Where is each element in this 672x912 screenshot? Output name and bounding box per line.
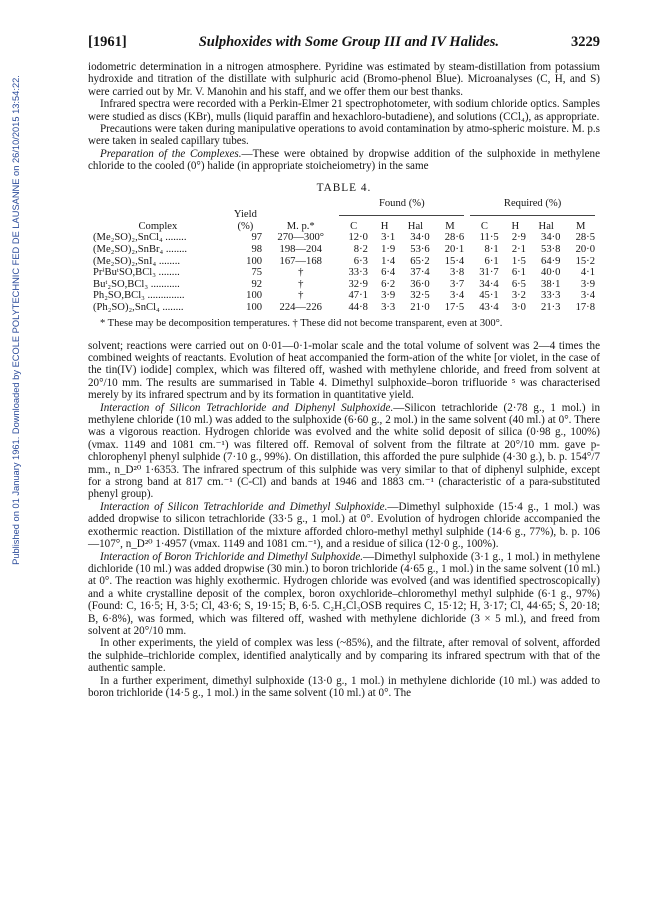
table-cell-rM: 3·4 <box>580 290 595 302</box>
header-year: [1961] <box>88 34 127 50</box>
table-cell-complex: (Ph₂SO)₂,SnCl₄ ........ <box>93 302 184 313</box>
col-header: Hal <box>407 220 424 232</box>
table-row <box>90 279 598 291</box>
table-cell-fHal: 37·4 <box>410 267 430 279</box>
table-cell-mp: 198—204 <box>279 244 322 256</box>
table-row <box>90 244 598 256</box>
table-cell-fC: 8·2 <box>353 244 368 256</box>
table-cell-fHal: 32·5 <box>410 290 430 302</box>
found-header: Found (%) <box>378 197 425 209</box>
table-cell-mp: † <box>298 267 304 279</box>
paragraph <box>88 402 600 501</box>
table-cell-fM: 3·7 <box>450 278 465 290</box>
table-cell-rC: 31·7 <box>479 267 499 279</box>
paragraph-heading: Interaction of Boron Trichloride and Dimethyl Sulphoxide. <box>100 550 364 563</box>
table-cell-complex: Buᵗ₂SO,BCl₃ ........... <box>93 278 180 290</box>
preparation-text: —These were obtained by dropwise addition of the sulphoxide in methylene chloride to the cooled (0°) halide (in appropriate stoicheiometry) in the same <box>88 147 600 173</box>
complexes-table <box>90 198 598 314</box>
table-body <box>90 232 598 313</box>
table-row <box>90 290 598 302</box>
table-cell-fC: 33·3 <box>348 267 368 279</box>
col-header: C <box>480 220 488 232</box>
table-cell-mp: † <box>298 290 304 302</box>
table-cell-rHal: 40·0 <box>541 267 561 279</box>
table-cell-complex: (Me₂SO)₂,SnCl₄ ........ <box>93 232 187 244</box>
table-cell-fHal: 21·0 <box>410 302 430 313</box>
preparation-heading: Preparation of the Complexes. <box>100 147 242 160</box>
table-cell-fHal: 36·0 <box>410 278 430 290</box>
table-cell-fHal: 65·2 <box>410 255 430 267</box>
table-cell-fH: 3·3 <box>381 302 396 313</box>
table-cell-yield: 98 <box>251 244 263 256</box>
col-header: M <box>576 220 586 232</box>
paragraph-text: —Silicon tetrachloride (2·78 g., 1 mol.) in methylene chloride (10 ml.) was added to the sulphoxide (6·60 g., 2 mol.) in the same solvent (40 ml.) at 0°. There was a vigorous reaction. Hydrogen chloride was evolved and the white solid deposit of silica (0·98 g., 100%) (νmax. 1149 and 1081 cm.⁻¹) was filtered off. Removal of solvent from the filtrate at 20°/10 mm. gave p-chlorophenyl phenyl sulphide (7·10 g., 99%). On distillation, this afforded the pure sulphide (4·30 g.), b. p. 154°/7 mm., n_D²⁰ 1·6353. The infrared spectrum of this sulphide was very similar to that of diphenyl sulphide, except for a strong band at 817 cm.⁻¹ (C-Cl) and bands at 1946 and 1883 cm.⁻¹ (characteristic of a para-substituted phenyl group). <box>88 401 600 501</box>
table-cell-rC: 11·5 <box>479 232 499 244</box>
table-cell-fH: 1·9 <box>381 244 396 256</box>
paragraph-heading: Interaction of Silicon Tetrachloride and Diphenyl Sulphoxide. <box>100 401 394 414</box>
col-header: H <box>380 220 389 232</box>
table-cell-mp: † <box>298 278 304 290</box>
paragraph-preparation <box>88 148 600 173</box>
col-header: (%) <box>237 220 254 232</box>
table-cell-rH: 2·9 <box>511 232 526 244</box>
table-cell-fH: 6·2 <box>381 278 396 290</box>
table-cell-rC: 43·4 <box>479 302 499 313</box>
table-cell-fC: 12·0 <box>348 232 368 244</box>
table-footnote: * These may be decomposition temperatures. † These did not become transparent, even at 300°. <box>100 317 503 329</box>
table-cell-rC: 34·4 <box>479 278 499 290</box>
table-cell-fM: 17·5 <box>444 302 465 313</box>
table-cell-mp: 167—168 <box>279 255 322 267</box>
table-cell-mp: 270—300° <box>277 232 325 244</box>
table-cell-rC: 6·1 <box>484 255 499 267</box>
table-cell-fC: 47·1 <box>348 290 368 302</box>
table-cell-fM: 3·8 <box>450 267 465 279</box>
table-cell-rHal: 53·8 <box>541 244 561 256</box>
table-cell-yield: 92 <box>251 278 263 290</box>
paragraph-text: —Dimethyl sulphoxide (3·1 g., 1 mol.) in methylene dichloride (10 ml.) was added dropwise (30 min.) to boron trichloride (4·65 g., 1 mol.) in the same solvent (10 ml.) at 0°. The reaction was highly exothermic. Hydrogen chloride was evolved (and was identified spectroscopically) and a white crystalline deposit of the complex, boron oxychloride–chloromethyl methyl sulphide (6·1 g., 97%) (Found: C, 16·5; H, 3·5; Cl, 43·6; S, 19·15; B, 6·5. C₂H₅Cl₃OSB requires C, 15·12; H, 3·17; Cl, 44·65; S, 20·18; B, 6·8%), was formed, which was filtered off, washed with methylene dichloride (3 × 5 ml.), and freed from solvent at 20°/10 mm. <box>88 550 600 637</box>
table-cell-fM: 15·4 <box>444 255 465 267</box>
table-cell-yield: 75 <box>251 267 263 279</box>
table-cell-rH: 3·2 <box>511 290 526 302</box>
table-cell-fHal: 34·0 <box>410 232 430 244</box>
paragraph-text: solvent; reactions were carried out on 0·01—0·1-molar scale and the total volume of solvent was 2—4 times the combined weights of reactants. Evolution of heat accompanied the form-ation of the white [or violet, in the case of the tin(IV) iodide] complex, which was filtered off, washed with methylene chloride, and freed from solvent at 20°/10 mm. The results are summarised in Table 4. Dimethyl sulphoxide–boron trifluoride ⁵ was characterised merely by its infrared spectrum and by its formation in quantitative yield. <box>88 339 600 402</box>
table-cell-fH: 3·9 <box>381 290 396 302</box>
table-cell-complex: Ph₂SO,BCl₃ .............. <box>93 290 185 302</box>
table-cell-fM: 20·1 <box>444 244 465 256</box>
table-cell-rH: 6·5 <box>511 278 526 290</box>
table-cell-rHal: 33·3 <box>541 290 561 302</box>
table-cell-rM: 4·1 <box>580 267 595 279</box>
paragraph-infrared: Infrared spectra were recorded with a Perkin-Elmer 21 spectrophotometer, with sodium chloride optics. Samples were studied as discs (KBr), mulls (liquid paraffin and hexachloro-butadiene), and solutions (CCl₄), as appropriate. <box>88 98 600 123</box>
table-cell-rH: 3·0 <box>511 302 526 313</box>
paragraph <box>88 340 600 402</box>
paragraph <box>88 637 600 674</box>
table-cell-fC: 32·9 <box>348 278 368 290</box>
journal-page <box>88 34 600 699</box>
table-cell-rC: 45·1 <box>479 290 499 302</box>
table-row <box>90 232 598 244</box>
table-cell-rH: 6·1 <box>511 267 526 279</box>
col-header: Hal <box>538 220 554 232</box>
paragraph-text: In other experiments, the yield of complex was less (~85%), and the filtrate, after removal of solvent, afforded the sulphide–trichloride complex, identified analytically and by comparing its infrared spectrum with that of the authentic sample. <box>88 637 600 675</box>
table-cell-fH: 1·4 <box>381 255 396 267</box>
table-cell-fHal: 53·6 <box>410 244 430 256</box>
download-watermark <box>6 20 26 620</box>
table-cell-rH: 1·5 <box>511 255 526 267</box>
col-header: M <box>445 220 455 232</box>
paragraph <box>88 551 600 638</box>
required-rule <box>470 215 595 216</box>
paragraph-text: —Dimethyl sulphoxide (15·4 g., 1 mol.) was added dropwise to silicon tetrachloride (33·5 g., 1 mol.) at 0°. Evolution of hydrogen chloride accompanied the exothermic reaction. Distillation of the mixture afforded chloro-methyl methyl sulphide (14·6 g., 77%), b. p. 106—107°, n_D²⁰ 1·4957 (νmax. 1149 and 1081 cm.⁻¹), and a residue of silica (12·0 g., 100%). <box>88 500 600 551</box>
table-cell-rHal: 64·9 <box>541 255 561 267</box>
table-cell-rM: 15·2 <box>575 255 595 267</box>
table-cell-yield: 100 <box>246 302 263 313</box>
table-cell-mp: 224—226 <box>279 302 322 313</box>
table-row <box>90 267 598 279</box>
table-cell-fH: 6·4 <box>381 267 396 279</box>
paragraph-analysis: iodometric determination in a nitrogen atmosphere. Pyridine was estimated by steam-distillation from potassium hydroxide and titration of the distillate with sulphuric acid (Bromo-phenol Blue). Microanalyses (C, H, and S) were carried out by Mr. V. Manohin and his staff, and we offer them our best thanks. <box>88 61 600 98</box>
table-cell-fC: 44·8 <box>348 302 368 313</box>
table-row <box>90 302 598 314</box>
table-cell-rH: 2·1 <box>511 244 526 256</box>
table-cell-fC: 6·3 <box>353 255 368 267</box>
download-notice: Published on 01 January 1961. Downloaded by ECOLE POLYTECHNIC FED DE LAUSANNE on 26/10/2015 13:54:22. <box>11 75 21 565</box>
col-header: Complex <box>138 220 178 232</box>
table-cell-rHal: 38·1 <box>541 278 561 290</box>
table-cell-fM: 3·4 <box>450 290 465 302</box>
table-cell-rC: 8·1 <box>484 244 499 256</box>
table-cell-rM: 20·0 <box>575 244 595 256</box>
table-caption: TABLE 4. <box>316 181 372 194</box>
running-header <box>88 34 600 51</box>
table-cell-complex: (Me₂SO)₂,SnBr₄ ........ <box>93 244 188 256</box>
table-row <box>90 256 598 268</box>
table-cell-yield: 100 <box>246 290 263 302</box>
col-header: C <box>350 220 358 232</box>
page-number: 3229 <box>571 34 600 50</box>
experimental-text <box>88 340 600 700</box>
paragraph <box>88 501 600 551</box>
found-rule <box>339 215 464 216</box>
col-header: H <box>511 220 520 232</box>
table-cell-yield: 97 <box>251 232 263 244</box>
paragraph <box>88 675 600 700</box>
required-header: Required (%) <box>503 197 562 209</box>
table-cell-rM: 3·9 <box>580 278 595 290</box>
table-cell-complex: PrⁱBuᵗSO,BCl₃ ........ <box>93 267 180 279</box>
table-cell-rM: 28·5 <box>575 232 595 244</box>
table-cell-rM: 17·8 <box>575 302 595 313</box>
table-cell-fM: 28·6 <box>444 232 465 244</box>
paragraph-precautions: Precautions were taken during manipulative operations to avoid contamination by atmo-spheric moisture. M. p.s were taken in sealed capillary tubes. <box>88 123 600 148</box>
yield-header: Yield <box>233 209 257 221</box>
col-header: M. p.* <box>286 220 315 232</box>
table-cell-rHal: 21·3 <box>541 302 561 313</box>
table-cell-complex: (Me₂SO)₂,SnI₄ ........ <box>93 255 181 267</box>
header-title: Sulphoxides with Some Group III and IV Halides. <box>198 34 499 50</box>
paragraph-heading: Interaction of Silicon Tetrachloride and Dimethyl Sulphoxide. <box>100 500 388 513</box>
paragraph-text: In a further experiment, dimethyl sulphoxide (13·0 g., 1 mol.) in methylene dichloride (10 ml.) was added to boron trichloride (14·5 g., 1 mol.) in the same solvent (10 ml.) at 0°. The <box>88 674 600 699</box>
table-cell-yield: 100 <box>246 255 263 267</box>
table-cell-fH: 3·1 <box>381 232 396 244</box>
table-cell-rHal: 34·0 <box>541 232 561 244</box>
